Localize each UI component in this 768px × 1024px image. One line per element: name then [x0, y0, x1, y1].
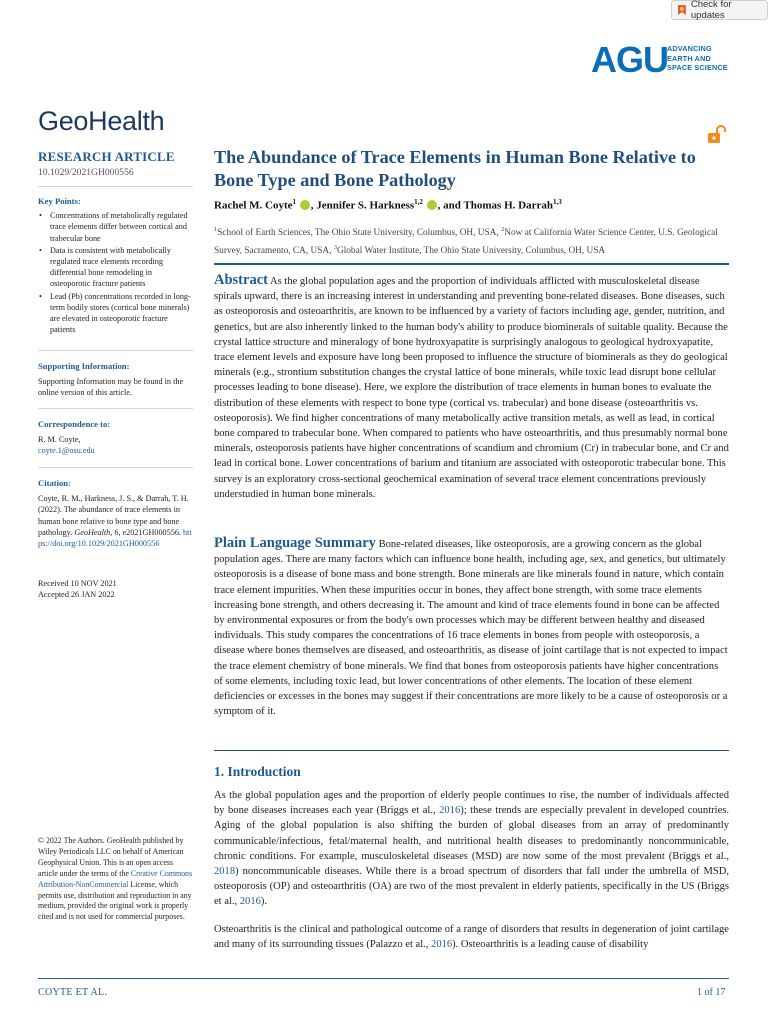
agu-logo: [591, 40, 731, 80]
author-name: Rachel M. Coyte: [214, 199, 293, 212]
abstract-heading: Abstract: [214, 272, 268, 288]
key-points-heading: Key Points:: [38, 196, 81, 206]
author-list: [214, 198, 729, 212]
article-type: RESEARCH ARTICLE: [38, 149, 175, 164]
key-point: • Lead (Pb) concentrations recorded in long-term bodily stores (cortical bone minerals) are elevated in osteoporotic fracture patients: [38, 291, 193, 336]
affil-sup: 3: [333, 243, 337, 251]
license-text: © 2022 The Authors. GeoHealth published by Wiley Periodicals LLC on behalf of American Geophysical Union. This is an open access article under the terms of the: [38, 836, 184, 878]
correspondence-name: R. M. Coyte,: [38, 435, 81, 445]
key-point: • Concentrations of metabolically regulated trace elements differ between cortical and trabecular bone: [38, 210, 193, 244]
citation-body: [38, 493, 193, 549]
supporting-information: [38, 361, 193, 399]
author-name: , Jennifer S. Harkness: [310, 199, 415, 212]
orcid-icon[interactable]: [427, 200, 437, 210]
key-points: [38, 196, 193, 336]
intro-paragraph-1: [214, 788, 729, 910]
affil-sup: 1: [214, 226, 218, 233]
agu-logo-word: AGU: [591, 39, 668, 80]
divider: [38, 350, 193, 351]
check-for-updates-label: Check for updates: [690, 0, 732, 21]
journal-title: GeoHealth: [38, 106, 165, 136]
section-rule: [214, 750, 729, 751]
correspondence: [38, 419, 193, 457]
affiliation: Global Water Institute, The Ohio State University, Columbus, OH, USA: [336, 245, 606, 256]
citation-link[interactable]: 2016: [239, 896, 261, 908]
intro-paragraph-2: [214, 922, 729, 952]
abstract-text: As the global population ages and the proportion of individuals afflicted with musculoskeletal disease spirals upward, there is an increasing interest in understanding and preventing bone-related diseases. Bone diseases, such as osteoporosis and osteoarthritis, are known to be influenced by a variety of factors including age, gender, nutrition, and genetics, but are also inherently linked to the human body's ability to produce biominerals of suitable quality. Because the crystal lattice structure and mineralogy of bone hydroxyapatite is surprisingly analogous to geological hydroxyapatite, trace element levels and exposure have long been proposed to influence the structure of biominerals as they do geological minerals (e.g., strontium substitution changes the crystal lattice of bone minerals, while toxic lead disrupt bone cellular processes leading to bone disease). Here, we explore the distribution of trace elements in human bones to evaluate the distribution of these elements with respect to bone type (cortical vs. trabecular) and bone disease (osteoarthritis vs. osteoporosis). We find higher concentrations of many metabolically active transition metals, as well as lead, in cortical bone compared to trabecular bone. When compared to patients who have osteoarthritis, and thus presumably normal bone minerals, osteoporosis patients have higher concentrations of scandium and chromium (Cr) in trabecular bone, and Cr and lead in cortical bone. Lower concentrations of barium and titanium are associated with osteoporotic trabecular bone. This survey is an exploratory cross-sectional geochemical examination of several trace element concentrations previously understudied in human bone minerals.: [214, 276, 729, 500]
intro-text: ); these trends are especially prevalent in developed countries. Aging of the global population is also shifting the burden of global diseases from an array of predominantly communicable/infectious, fetal/maternal health, and nutritional health diseases to predominantly noncommunicable, chronic conditions. For example, musculoskeletal diseases (MSD) are now some of the most prevalent (Briggs et al.,: [214, 805, 730, 862]
citation: [38, 478, 193, 549]
intro-text: ) noncommunicable diseases. While there is a broad spectrum of disorders that fall under the umbrella of MSD, osteoporosis (OP) and osteoarthritis (OA) are two of the most prevalent in elderly patients, specifically in the US (Briggs et al.,: [214, 866, 729, 908]
supporting-heading: Supporting Information:: [38, 361, 130, 371]
affiliation: School of Earth Sciences, The Ohio State University, Columbus, OH, USA,: [217, 228, 502, 239]
pls-heading: Plain Language Summary: [214, 535, 376, 551]
dates: [38, 578, 193, 600]
license-link[interactable]: Creative Commons Attribution-NonCommercial: [38, 868, 193, 889]
author-affil-sup: 1: [292, 198, 297, 206]
pls-text: Bone-related diseases, like osteoporosis, are a growing concern as the global population ages. There are many factors which can influence bone health, including age, sex, and genetics, but ultimately osteoporosis is a disease of bone mass and bone strength. Bone minerals are like minerals found in nature, which contain trace element impurities. When these impurities occur in bones, they affect bone strength, with some trace elements increasing bone strength, and others decreasing it. The amount and kind of trace elements found in bone can be affected by environmental exposures or from the body's own processes which may be different between healthy and diseased individuals. This study compares the concentrations of 16 trace elements in bones from people with osteoporosis, a disease where bones themselves are diseased, and osteoarthritis, as disease of joint cartilage that is not expected to impact the trace element chemistry of bone minerals. We find that bones from osteoporosis patients have higher concentrations of some elements, including toxic lead, but lower concentrations of other elements. The location of these element deficiencies or excesses in the bones may suggest if their concentrations are more likely to be a cause of osteoporosis or a symptom of it.: [214, 539, 728, 718]
affiliation: Now at California Water Science Center, U.S. Geological Survey, Sacramento, CA, USA,: [214, 228, 718, 256]
intro-text: ).: [260, 896, 268, 908]
citation-heading: Citation:: [38, 478, 71, 488]
correspondence-heading: Correspondence to:: [38, 419, 111, 429]
license-notice: [38, 836, 193, 923]
citation-doi-link[interactable]: https://doi.org/10.1029/2021GH000556: [38, 527, 192, 549]
author-affil-sup: 1,3: [552, 198, 562, 206]
citation-text: Coyte, R. M., Harkness, J. S., & Darrah, T. H. (2022). The abundance of trace elements in human bone relative to bone type and bone pathology.: [38, 494, 189, 537]
citation-link[interactable]: 2018: [214, 866, 236, 878]
update-icon: [677, 4, 687, 16]
introduction-heading: 1. Introduction: [214, 764, 301, 779]
divider: [38, 186, 193, 187]
license-text-end: License, which permits use, distribution and reproduction in any medium, provided the original work is properly cited and is not used for commercial purposes.: [38, 879, 192, 922]
open-access-lock-icon: [706, 124, 728, 146]
intro-text: As the global population ages and the proportion of elderly people continues to rise, the number of individuals affected by bone diseases increases each year (Briggs et al.,: [214, 790, 729, 817]
check-for-updates-button[interactable]: [671, 0, 768, 20]
agu-tag-line: ADVANCING: [667, 44, 712, 53]
author-name: , and Thomas H. Darrah: [437, 199, 553, 212]
footer-rule: [38, 978, 729, 979]
citation-link[interactable]: 2016: [431, 939, 453, 951]
citation-volume: 6, e2021GH000556.: [114, 527, 181, 537]
supporting-text: Supporting Information may be found in the online version of this article.: [38, 377, 184, 398]
agu-tag-line: SPACE SCIENCE: [667, 63, 728, 72]
citation-journal: GeoHealth,: [74, 527, 113, 537]
footer-author: COYTE ET AL.: [38, 987, 108, 998]
key-point: • Data is consistent with metabolically regulated trace elements recording differential bone remodeling in osteoporotic fracture patients: [38, 245, 193, 290]
article-title: The Abundance of Trace Elements in Human Bone Relative to Bone Type and Bone Pathology: [214, 147, 696, 190]
received-date: Received 10 NOV 2021: [38, 579, 117, 588]
section-rule: [214, 263, 729, 265]
affil-sup: 2: [501, 226, 505, 233]
citation-link[interactable]: 2016: [439, 805, 461, 817]
divider: [38, 467, 193, 468]
abstract: [214, 273, 729, 502]
agu-logo-tagline: [667, 44, 728, 73]
accepted-date: Accepted 26 JAN 2022: [38, 590, 115, 600]
correspondence-email-link[interactable]: coyte.1@osu.edu: [38, 446, 95, 456]
article-doi: 10.1029/2021GH000556: [38, 167, 134, 178]
divider: [38, 408, 193, 409]
orcid-icon[interactable]: [300, 200, 310, 210]
plain-language-summary: [214, 536, 729, 719]
affiliations: [214, 223, 729, 258]
intro-text: ). Osteoarthritis is a leading cause of disability: [452, 939, 649, 951]
author-affil-sup: 1,2: [414, 198, 423, 206]
page-number: 1 of 17: [697, 987, 726, 998]
intro-text: Osteoarthritis is the clinical and pathological outcome of a range of disorders that results in degeneration of joint cartilage and many of its surrounding tissues (Palazzo et al.,: [214, 924, 729, 951]
agu-tag-line: EARTH AND: [667, 53, 711, 63]
